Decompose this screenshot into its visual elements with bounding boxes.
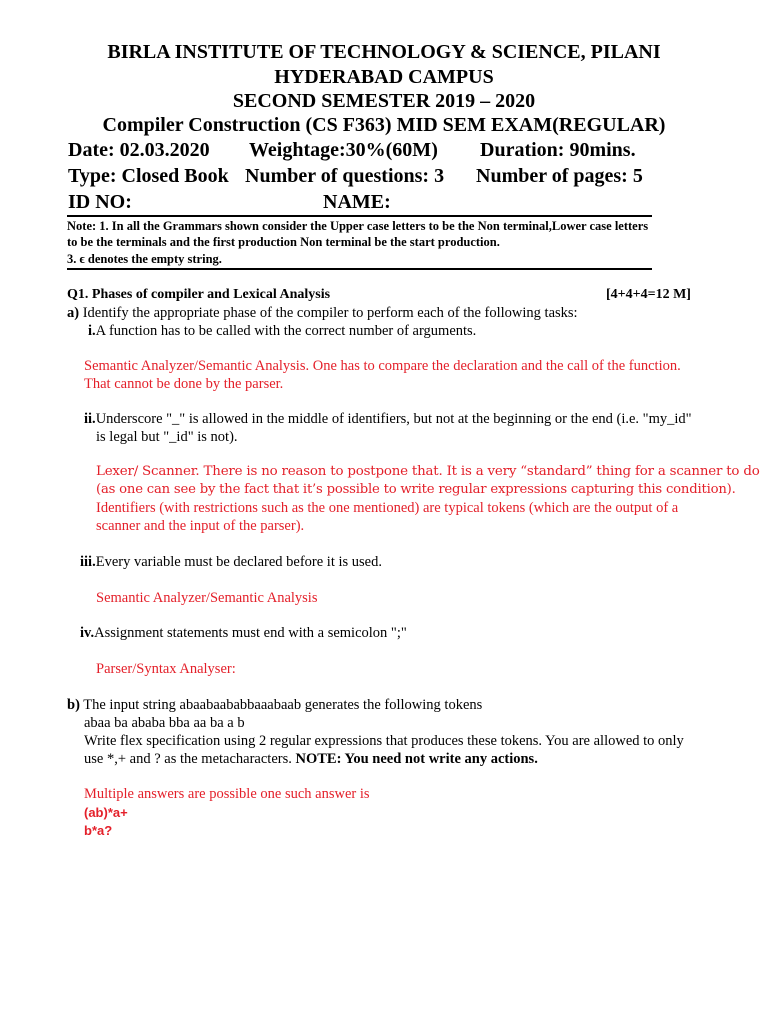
q1a-iii-answer: Semantic Analyzer/Semantic Analysis: [96, 590, 318, 606]
q1b-text-3: [84, 751, 538, 768]
name-label: NAME:: [323, 191, 391, 213]
q1a-ii-answer-line-2: (as one can see by the fact that it’s possible to write regular expressions capturing this condition).: [96, 482, 736, 497]
q1a-ii-text-2: is legal but "_id" is not).: [96, 429, 238, 445]
id-no-label: ID NO:: [68, 191, 132, 213]
q1a-iii-text: Every variable must be declared before it is used.: [95, 554, 382, 570]
q1b-text-2: Write flex specification using 2 regular expressions that produces these tokens. You are allowed to only: [84, 733, 684, 749]
campus-title: HYDERABAD CAMPUS: [274, 66, 494, 88]
q1a-ii-answer-line-4: scanner and the input of the parser).: [96, 518, 305, 534]
exam-num-questions: Number of questions: 3: [245, 165, 445, 187]
note-line-1: Note: 1. In all the Grammars shown consider the Upper case letters to be the Non terminal,Lower case letters: [67, 219, 649, 233]
q1b-text-1: The input string abaabaababbaaabaab generates the following tokens: [79, 697, 483, 713]
q1a-iv-answer: Parser/Syntax Analyser:: [96, 661, 236, 677]
note-top-rule: [67, 215, 652, 217]
q1b-regex-1: (ab)*a+: [84, 805, 128, 820]
q1a-label: a): [67, 305, 80, 321]
q1a-iii: [80, 554, 382, 571]
note-line-2: to be the terminals and the first production Non terminal be the start production.: [67, 235, 500, 249]
course-title: Compiler Construction (CS F363) MID SEM EXAM(REGULAR): [102, 114, 666, 136]
exam-num-pages: Number of pages: 5: [476, 165, 643, 187]
q1a-ii-answer-line-1: Lexer/ Scanner. There is no reason to postpone that. It is a very “standard” thing for a scanner to do: [96, 464, 760, 479]
q1b-text-3a: use *,+ and ? as the metacharacters.: [84, 751, 296, 767]
q1a-ii-label: ii.: [84, 411, 96, 427]
q1b-note: NOTE: You need not write any actions.: [295, 751, 538, 767]
q1a-ii-answer-line-3: Identifiers (with restrictions such as the one mentioned) are typical tokens (which are the output of a: [96, 500, 679, 516]
q1b-regex-2: b*a?: [84, 823, 113, 838]
q1a-iv-text: Assignment statements must end with a semicolon ";": [94, 625, 407, 641]
q1a-i-answer-line-2: That cannot be done by the parser.: [84, 376, 284, 392]
q1b-question: [67, 697, 482, 714]
q1a-iv: [80, 625, 407, 642]
exam-duration: Duration: 90mins.: [480, 139, 636, 161]
note-bottom-rule: [67, 268, 652, 270]
note-line-3: 3. ϵ denotes the empty string.: [67, 252, 222, 266]
q1a-ii-text-1: Underscore "_" is allowed in the middle of identifiers, but not at the beginning or the end (i.e. "my_id": [95, 411, 692, 427]
semester-title: SECOND SEMESTER 2019 – 2020: [232, 90, 536, 112]
q1a-question: [67, 305, 578, 322]
q1a-text: Identify the appropriate phase of the compiler to perform each of the following tasks:: [79, 305, 578, 321]
q1a-i-label: i.: [88, 323, 96, 339]
q1-title: Q1. Phases of compiler and Lexical Analysis: [67, 287, 331, 302]
exam-type: Type: Closed Book: [68, 165, 229, 187]
q1a-iv-label: iv.: [80, 625, 95, 641]
q1b-tokens: abaa ba ababa bba aa ba a b: [84, 715, 245, 731]
institute-title: BIRLA INSTITUTE OF TECHNOLOGY & SCIENCE, PILANI: [107, 41, 661, 63]
exam-weightage: Weightage:30%(60M): [249, 139, 438, 161]
q1a-i: [88, 323, 476, 340]
q1b-answer-intro: Multiple answers are possible one such answer is: [84, 786, 370, 802]
q1a-i-text: A function has to be called with the correct number of arguments.: [95, 323, 477, 339]
q1a-ii: [84, 411, 692, 428]
q1b-label: b): [67, 697, 80, 713]
q1a-iii-label: iii.: [80, 554, 96, 570]
q1-marks: [4+4+4=12 M]: [606, 287, 691, 302]
exam-date: Date: 02.03.2020: [68, 139, 210, 161]
q1a-i-answer-line-1: Semantic Analyzer/Semantic Analysis. One has to compare the declaration and the call of the function.: [84, 358, 681, 374]
